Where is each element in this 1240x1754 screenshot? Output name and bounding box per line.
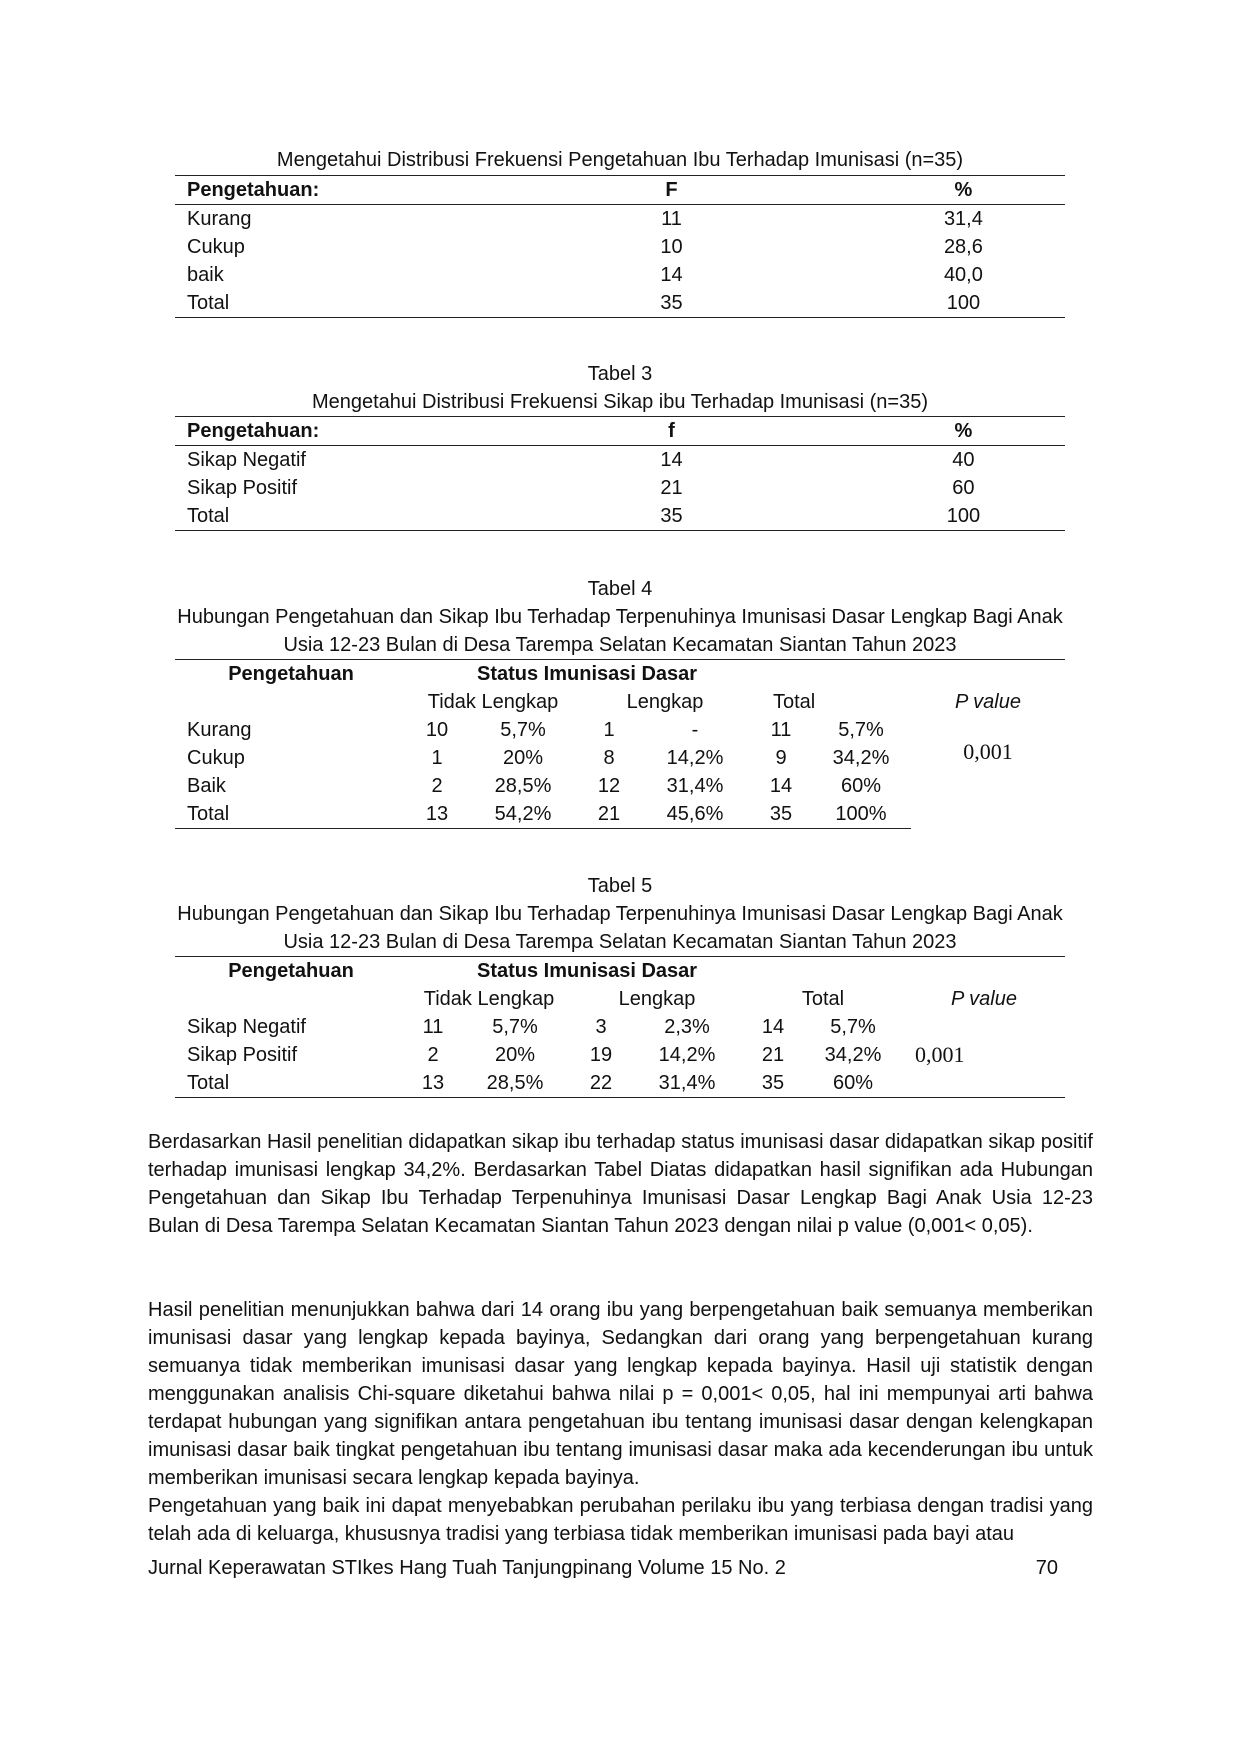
- header-cell: Pengetahuan: [228, 663, 354, 685]
- cell: 2,3%: [664, 1016, 710, 1038]
- cell: Total: [175, 800, 407, 829]
- cell: 13: [407, 800, 467, 829]
- table2: [175, 175, 1065, 318]
- header-cell: Pengetahuan:: [187, 179, 320, 201]
- cell: Baik: [187, 775, 226, 797]
- cell: 11: [770, 719, 792, 741]
- cell: 10: [660, 236, 683, 258]
- cell: 31,4%: [666, 775, 724, 797]
- cell: 34,2%: [832, 747, 890, 769]
- cell: 14: [660, 449, 683, 471]
- cell: 31,4%: [658, 1072, 716, 1094]
- cell: 3: [595, 1016, 607, 1038]
- table-row: [175, 502, 1065, 531]
- cell: 21: [660, 477, 683, 499]
- table-header-row: [175, 417, 1065, 446]
- cell: 14: [769, 775, 793, 797]
- cell: 2: [427, 1044, 439, 1066]
- page-footer: [148, 1554, 1058, 1582]
- table-subheader-row: [175, 985, 1065, 1013]
- table-header-row: [175, 957, 1065, 986]
- cell: 28,5%: [486, 1072, 544, 1094]
- cell: Kurang: [187, 719, 252, 741]
- table2-caption: Mengetahui Distribusi Frekuensi Pengetahuan Ibu Terhadap Imunisasi (n=35): [276, 149, 964, 171]
- cell: Total: [187, 1072, 230, 1094]
- cell: 9: [775, 747, 787, 769]
- cell: 31,4: [943, 208, 983, 230]
- table-row: [175, 261, 1065, 289]
- cell: 8: [603, 747, 615, 769]
- table3-title: Tabel 3: [587, 363, 653, 385]
- subheader-cell: Lengkap: [626, 691, 704, 713]
- table-row: [175, 1013, 1065, 1041]
- cell: 100: [946, 292, 981, 314]
- cell: -: [691, 719, 699, 741]
- cell: 2: [431, 775, 443, 797]
- journal-name: Jurnal Keperawatan STIkes Hang Tuah Tanjungpinang Volume 15 No. 2: [148, 1557, 786, 1579]
- cell: 5,7%: [492, 1016, 538, 1038]
- table-row: [175, 474, 1065, 502]
- cell: Total: [187, 292, 230, 314]
- table5-title: Tabel 5: [587, 875, 653, 897]
- subheader-cell: Total: [773, 691, 816, 713]
- header-cell: %: [954, 179, 973, 201]
- cell: 14: [761, 1016, 785, 1038]
- cell: 40: [952, 449, 975, 471]
- table-row: [175, 446, 1065, 475]
- subheader-cell: Lengkap: [618, 988, 696, 1010]
- header-group: Status Imunisasi Dasar: [477, 960, 698, 982]
- table5-caption-line2: Usia 12-23 Bulan di Desa Tarempa Selatan Kecamatan Siantan Tahun 2023: [283, 931, 957, 953]
- table5: [175, 956, 1065, 1098]
- table4: [175, 659, 1065, 829]
- cell: 34,2%: [824, 1044, 882, 1066]
- cell: 14: [660, 264, 683, 286]
- cell: 35: [660, 292, 683, 314]
- cell: Sikap Negatif: [187, 449, 306, 471]
- cell: 10: [425, 719, 449, 741]
- cell: 1: [431, 747, 443, 769]
- cell: Total: [187, 505, 230, 527]
- cell: 5,7%: [500, 719, 546, 741]
- paragraph-1: Berdasarkan Hasil penelitian didapatkan sikap ibu terhadap status imunisasi dasar didapatkan sikap positif terhadap imunisasi lengkap 34,2%. Berdasarkan Tabel Diatas didapatkan hasil signifikan ada Hubungan Pengetahuan dan Sikap Ibu Terhadap Terpenuhinya Imunisasi Dasar Lengkap Bagi Anak Usia 12-23 Bulan di Desa Tarempa Selatan Kecamatan Siantan Tahun 2023 dengan nilai p value (0,001< 0,05).: [148, 1131, 1093, 1237]
- header-cell: F: [665, 179, 678, 201]
- cell: 22: [589, 1072, 613, 1094]
- cell: 13: [421, 1072, 445, 1094]
- table-header-row: [175, 660, 1065, 689]
- table3-caption: Mengetahui Distribusi Frekuensi Sikap ibu Terhadap Imunisasi (n=35): [311, 391, 929, 413]
- table4-caption-line2: Usia 12-23 Bulan di Desa Tarempa Selatan Kecamatan Siantan Tahun 2023: [283, 634, 957, 656]
- subheader-cell: Tidak Lengkap: [427, 691, 559, 713]
- cell: 60: [952, 477, 975, 499]
- header-cell: Pengetahuan:: [187, 420, 320, 442]
- p-value-cell: 0,001: [915, 1042, 965, 1067]
- cell: 5,7%: [830, 1016, 876, 1038]
- cell: 19: [589, 1044, 613, 1066]
- header-group: Status Imunisasi Dasar: [477, 663, 698, 685]
- table-row: [175, 233, 1065, 261]
- cell: Cukup: [187, 747, 245, 769]
- cell: 11: [661, 208, 682, 230]
- cell: 5,7%: [838, 719, 884, 741]
- cell: 60%: [832, 1072, 874, 1094]
- cell: 54,2%: [467, 800, 579, 829]
- header-cell: %: [954, 420, 973, 442]
- cell: 28,5%: [494, 775, 552, 797]
- table3: [175, 416, 1065, 531]
- cell: 20%: [502, 747, 544, 769]
- table5-caption-line1: Hubungan Pengetahuan dan Sikap Ibu Terhadap Terpenuhinya Imunisasi Dasar Lengkap Bagi Anak: [177, 903, 1063, 925]
- table-subheader-row: [175, 688, 1065, 716]
- cell: 1: [603, 719, 615, 741]
- p-value-cell: 0,001: [963, 739, 1013, 765]
- header-cell: Pengetahuan: [228, 960, 354, 982]
- cell: 21: [761, 1044, 785, 1066]
- cell: 12: [597, 775, 621, 797]
- cell: 35: [751, 800, 811, 829]
- cell: 20%: [494, 1044, 536, 1066]
- subheader-cell: P value: [951, 988, 1017, 1010]
- cell: 28,6: [943, 236, 983, 258]
- subheader-cell: P value: [955, 691, 1021, 713]
- header-cell: f: [668, 420, 675, 442]
- table-row: [175, 716, 1065, 744]
- table-row: [175, 205, 1065, 234]
- cell: 11: [422, 1016, 444, 1038]
- cell: 60%: [840, 775, 882, 797]
- cell: 35: [761, 1072, 785, 1094]
- table4-title: Tabel 4: [587, 578, 653, 600]
- table4-caption-line1: Hubungan Pengetahuan dan Sikap Ibu Terhadap Terpenuhinya Imunisasi Dasar Lengkap Bagi Anak: [177, 606, 1063, 628]
- cell: 14,2%: [658, 1044, 716, 1066]
- paragraph-3: Pengetahuan yang baik ini dapat menyebabkan perubahan perilaku ibu yang terbiasa dengan tradisi yang telah ada di keluarga, khususnya tradisi yang terbiasa tidak memberikan imunisasi pada bayi atau: [148, 1495, 1093, 1545]
- cell: 35: [660, 505, 683, 527]
- cell: Sikap Negatif: [187, 1016, 306, 1038]
- subheader-cell: Tidak Lengkap: [423, 988, 555, 1010]
- subheader-cell: Total: [801, 988, 845, 1010]
- cell: 21: [579, 800, 639, 829]
- cell: 100%: [811, 800, 911, 829]
- table-header-row: [175, 176, 1065, 205]
- cell: Sikap Positif: [187, 477, 298, 499]
- cell: 14,2%: [666, 747, 724, 769]
- cell: Cukup: [187, 236, 245, 258]
- cell: 40,0: [943, 264, 983, 286]
- cell: Sikap Positif: [187, 1044, 298, 1066]
- paragraph-2: Hasil penelitian menunjukkan bahwa dari 14 orang ibu yang berpengetahuan baik semuanya memberikan imunisasi dasar yang lengkap kepada bayinya, Sedangkan dari orang yang berpengetahuan kurang semuanya tidak memberikan imunisasi dasar yang lengkap kepada bayinya. Hasil uji statistik dengan menggunakan analisis Chi-square diketahui bahwa nilai p = 0,001< 0,05, hal ini mempunyai arti bahwa terdapat hubungan yang signifikan antara pengetahuan ibu tentang imunisasi dasar dengan kelengkapan imunisasi dasar baik tingkat pengetahuan ibu tentang imunisasi dasar maka ada kecenderungan ibu untuk memberikan imunisasi secara lengkap kepada bayinya.: [148, 1299, 1093, 1489]
- cell: baik: [187, 264, 224, 286]
- cell: 45,6%: [639, 800, 751, 829]
- cell: Kurang: [187, 208, 252, 230]
- page-number: 70: [1035, 1557, 1058, 1579]
- cell: 100: [946, 505, 981, 527]
- table-row: [175, 289, 1065, 318]
